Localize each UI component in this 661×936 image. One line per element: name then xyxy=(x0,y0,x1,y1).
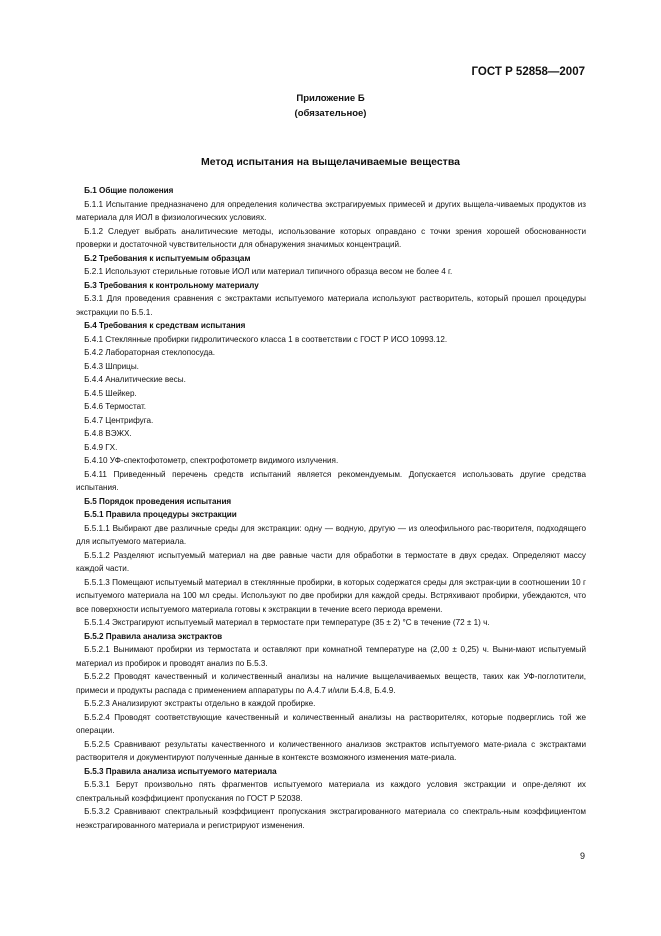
paragraph: Б.4.1 Стеклянные пробирки гидролитического класса 1 в соответствии с ГОСТ Р ИСО 10993.12. xyxy=(84,334,448,344)
paragraph: Б.5.2.2 Проводят качественный и количественный анализы на наличие выщелачиваемых веществ, таких как УФ-поглотители, примеси и продукты распада с применением аппаратуры по А.4.7 и/или Б.4.8, Б.4.9. xyxy=(76,672,586,695)
paragraph: Б.1.1 Испытание предназначено для определения количества экстрагируемых примесей и других выщела-чиваемых продуктов из материала для ИОЛ в физиологических условиях. xyxy=(76,199,586,222)
paragraph: Б.5.1.1 Выбирают две различные среды для экстракции: одну — водную, другую — из олеофильного рас-творителя, подходящего для испытуемого материала. xyxy=(76,523,586,546)
section-heading: Б.4 Требования к средствам испытания xyxy=(84,321,246,330)
paragraph: Б.5.2.4 Проводят соответствующие качественный и количественный анализы на растворителях, которые подверглись той же операции. xyxy=(76,712,586,735)
section-heading: Б.5.2 Правила анализа экстрактов xyxy=(84,631,223,641)
paragraph: Б.4.9 ГХ. xyxy=(84,442,118,452)
paragraph: Б.4.11 Приведенный перечень средств испытаний является рекомендуемым. Допускается использовать другие средства испытания. xyxy=(76,469,586,492)
paragraph: Б.4.5 Шейкер. xyxy=(84,388,137,398)
section-heading: Б.5.1 Правила процедуры экстракции xyxy=(84,510,237,519)
paragraph: Б.4.10 УФ-спектофотометр, спектрофотометр видимого излучения. xyxy=(84,456,339,465)
paragraph: Б.4.4 Аналитические весы. xyxy=(84,375,186,384)
paragraph: Б.2.1 Используют стерильные готовые ИОЛ или материал типичного образца весом не более 4 г. xyxy=(84,267,453,276)
section-heading: Б.5 Порядок проведения испытания xyxy=(84,496,232,506)
section-heading: Б.3 Требования к контрольному материалу xyxy=(84,280,259,290)
paragraph: Б.5.3.2 Сравнивают спектральный коэффициент пропускания экстрагированного материала со спектраль-ным коэффициентом неэкстрагированного материала и регистрируют изменения. xyxy=(76,807,586,830)
section-title: Метод испытания на выщелачиваемые вещества xyxy=(201,156,460,168)
document-header-id: ГОСТ Р 52858—2007 xyxy=(471,66,585,78)
paragraph: Б.4.7 Центрифуга. xyxy=(84,415,154,425)
section-heading: Б.5.3 Правила анализа испытуемого материала xyxy=(84,766,277,776)
paragraph: Б.4.6 Термостат. xyxy=(84,402,147,411)
paragraph: Б.5.2.1 Вынимают пробирки из термостата и оставляют при комнатной температуре на (2,00 ± 0,25) ч. Выни-мают испытуемый материал из пробирок и проводят анализ по Б.5.3. xyxy=(76,645,586,668)
paragraph: Б.5.3.1 Берут произвольно пять фрагментов испытуемого материала из каждого условия экстракции и опре-деляют их спектральный коэффициент пропускания по ГОСТ Р 52038. xyxy=(76,780,586,803)
annex-type: (обязательное) xyxy=(294,108,367,119)
paragraph: Б.5.1.3 Помещают испытуемый материал в стеклянные пробирки, в которых содержатся среды для экстрак-ции в соотношении 10 г испытуемого материала на 100 мл среды. Используют по две пробирки для каждой среды. Встряхивают пробирки, убеждаются, что все поверхности испытуемого материала готовы к экстракции в течение всего периода времени. xyxy=(76,577,586,614)
paragraph: Б.5.2.5 Сравнивают результаты качественного и количественного анализов экстрактов испытуемого мате-риала с экстрактами растворителя и документируют полученные данные в контексте возможного изменения мате-риала. xyxy=(76,739,586,762)
paragraph: Б.1.2 Следует выбрать аналитические методы, использование которых оправдано с точки зрения хорошей обоснованности проверки и достаточной чувствительности для обнаружения значимых концентраций. xyxy=(76,226,586,249)
paragraph: Б.4.8 ВЭЖХ. xyxy=(84,429,132,438)
paragraph: Б.4.3 Шприцы. xyxy=(84,361,139,371)
section-heading: Б.2 Требования к испытуемым образцам xyxy=(84,253,251,263)
paragraph: Б.3.1 Для проведения сравнения с экстрактами испытуемого материала используют растворитель, который прошел процедуры экстракции по Б.5.1. xyxy=(76,294,586,317)
section-heading: Б.1 Общие положения xyxy=(84,186,174,195)
page-number: 9 xyxy=(579,851,585,861)
paragraph: Б.5.1.4 Экстрагируют испытуемый материал в термостате при температуре (35 ± 2) °C в течение (72 ± 1) ч. xyxy=(84,618,490,627)
paragraph: Б.5.2.3 Анализируют экстракты отдельно в каждой пробирке. xyxy=(84,699,316,708)
annex-title: Приложение Б xyxy=(296,93,365,104)
paragraph: Б.5.1.2 Разделяют испытуемый материал на две равные части для обработки в термостате в двух средах. Определяют массу каждой части. xyxy=(76,550,586,573)
document-body xyxy=(76,184,586,832)
paragraph: Б.4.2 Лабораторная стеклопосуда. xyxy=(84,348,215,357)
